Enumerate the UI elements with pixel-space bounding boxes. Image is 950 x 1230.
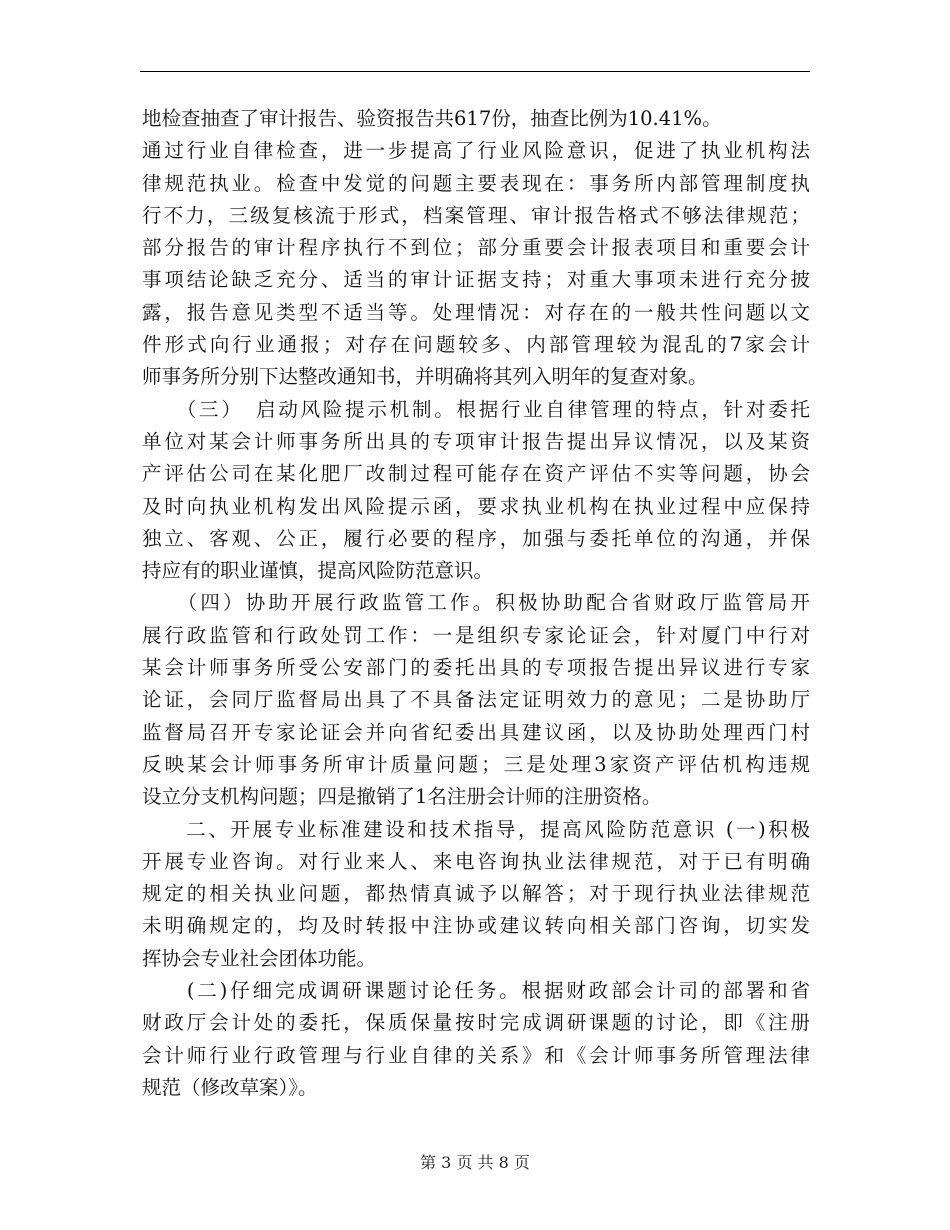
text-line: 二、开展专业标准建设和技术指导，提高风险防范意识 (一)积极 [142,817,810,841]
text-line: 通过行业自律检查，进一步提高了行业风险意识，促进了执业机构法 [142,139,810,163]
text-line: 论证，会同厅监督局出具了不具备法定证明效力的意见；二是协助厅 [142,688,810,712]
text-line: 师事务所分别下达整改通知书，并明确将其列入明年的复查对象。 [142,365,708,389]
text-line: 单位对某会计师事务所出具的专项审计报告提出异议情况，以及某资 [142,429,810,453]
text-line: 财政厅会计处的委托，保质保量按时完成调研课题的讨论，即《注册 [142,1011,810,1035]
text-line: 持应有的职业谨慎，提高风险防范意识。 [142,559,494,583]
page-number: 第 3 页 共 8 页 [420,1153,530,1172]
text-line: 开展专业咨询。对行业来人、来电咨询执业法律规范，对于已有明确 [142,849,810,873]
document-body [142,103,810,1104]
text-line: 未明确规定的，均及时转报中注协或建议转向相关部门咨询，切实发 [142,914,810,938]
text-line: 某会计师事务所受公安部门的委托出具的专项报告提出异议进行专家 [142,656,810,680]
text-line: 规范（修改草案）》。 [142,1075,318,1099]
text-line: 事项结论缺乏充分、适当的审计证据支持；对重大事项未进行充分披 [142,268,810,292]
text-line: （三） 启动风险提示机制。根据行业自律管理的特点，针对委托 [142,397,810,421]
header-rule [140,71,810,72]
text-line: 地检查抽查了审计报告、验资报告共617份，抽查比例为10.41%。 [142,107,722,130]
text-line: 会计师行业行政管理与行业自律的关系》和《会计师事务所管理法律 [142,1043,810,1067]
text-line: 挥协会专业社会团体功能。 [142,946,377,970]
text-line: 规定的相关执业问题，都热情真诚予以解答；对于现行执业法律规范 [142,882,810,906]
text-line: 件形式向行业通报；对存在问题较多、内部管理较为混乱的7家会计 [142,333,810,357]
text-line: 露，报告意见类型不适当等。处理情况：对存在的一般共性问题以文 [142,300,810,324]
text-line: 独立、客观、公正，履行必要的程序，加强与委托单位的沟通，并保 [142,526,810,550]
text-line: (二)仔细完成调研课题讨论任务。根据财政部会计司的部署和省 [142,979,810,1003]
text-line: 及时向执业机构发出风险提示函，要求执业机构在执业过程中应保持 [142,494,810,518]
text-line: 展行政监管和行政处罚工作：一是组织专家论证会，针对厦门中行对 [142,623,810,647]
text-line: 监督局召开专家论证会并向省纪委出具建议函，以及协助处理西门村 [142,720,810,744]
text-line: 反映某会计师事务所审计质量问题；三是处理3家资产评估机构违规 [142,752,810,776]
text-line: 产评估公司在某化肥厂改制过程可能存在资产评估不实等问题，协会 [142,462,810,486]
text-line: （四）协助开展行政监管工作。积极协助配合省财政厅监管局开 [142,591,810,615]
text-line: 行不力，三级复核流于形式，档案管理、审计报告格式不够法律规范； [142,203,810,227]
text-line: 部分报告的审计程序执行不到位；部分重要会计报表项目和重要会计 [142,236,810,260]
text-line: 设立分支机构问题；四是撤销了1名注册会计师的注册资格。 [142,785,662,809]
text-line: 律规范执业。检查中发觉的问题主要表现在：事务所内部管理制度执 [142,171,810,195]
